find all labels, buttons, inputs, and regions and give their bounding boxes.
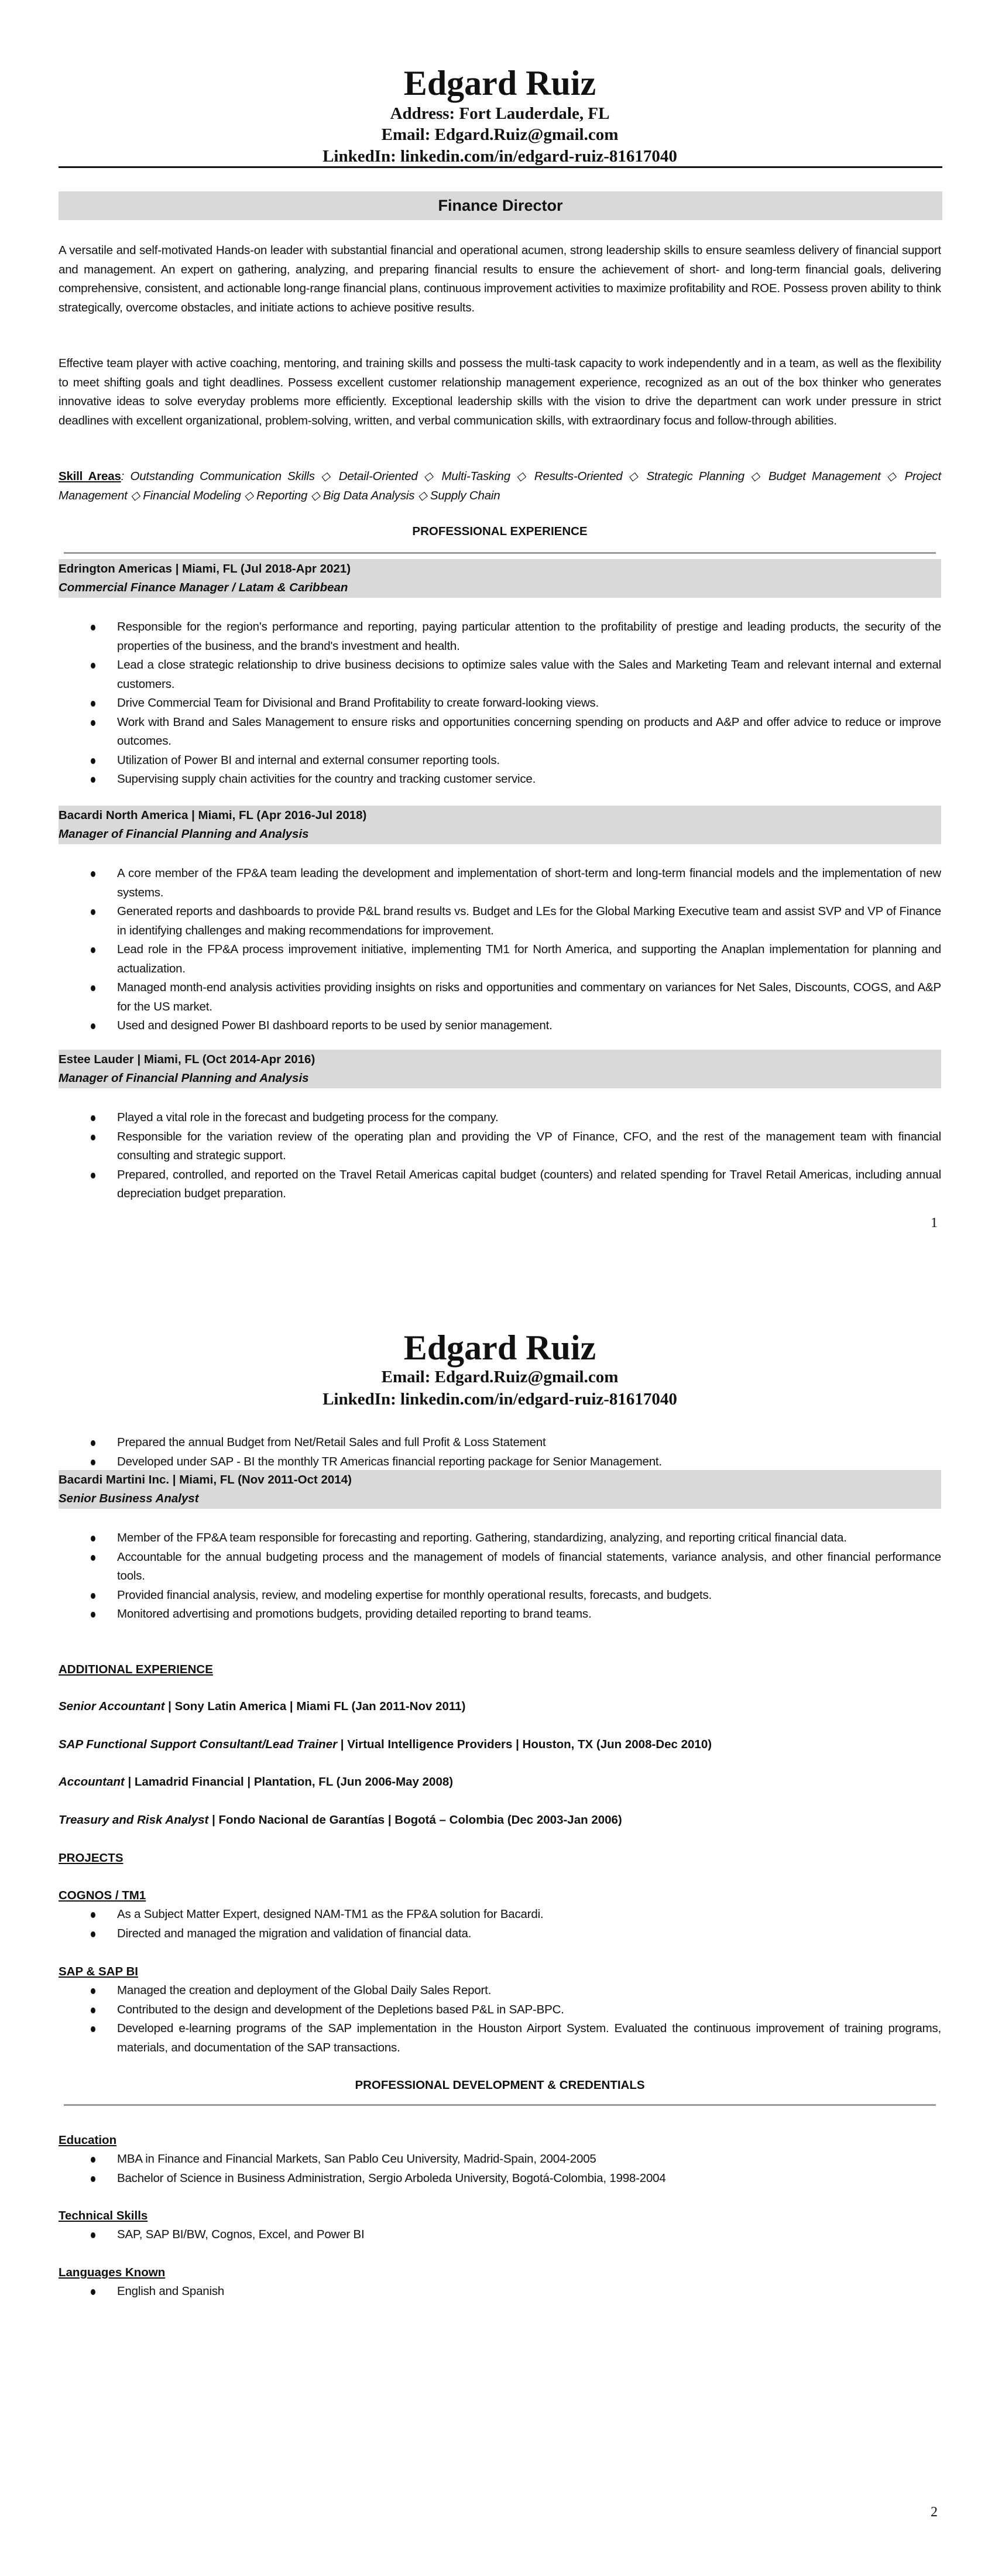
additional-role: SAP Functional Support Consultant/Lead Trainer — [59, 1738, 338, 1751]
bullet-item — [59, 978, 941, 1016]
credential-heading: Education — [59, 2133, 117, 2147]
additional-experience-item — [59, 1735, 941, 1754]
bullet-icon — [91, 2232, 95, 2238]
bullet-item — [59, 2150, 941, 2169]
skill-areas: Skill Areas: Outstanding Communication Skills ◇ Detail-Oriented ◇ Multi-Tasking ◇ Results-Oriented ◇ Strategic Planning ◇ Budget Management ◇ Project Management ◇ Financial Modeling ◇ Reporting ◇ Big Data Analysis ◇ Supply Chain — [59, 470, 941, 502]
bullet-icon — [91, 663, 95, 669]
bullet-text: Managed the creation and deployment of the Global Daily Sales Report. — [117, 1984, 492, 1997]
bullet-icon — [91, 1555, 95, 1561]
email-page2: Email: Edgard.Ruiz@gmail.com — [381, 1368, 619, 1386]
education-section — [59, 2131, 941, 2188]
summary-paragraph-1: A versatile and self-motivated Hands-on leader with substantial financial and operational acumen, strong leadership skills to ensure seamless delivery of financial support and management. An expert on gathering, analyzing, and preparing financial results to ensure the achievement of short- and long-term financial goals, delivering comprehensive, consistent, and actionable long-range financial plans, continuous improvement activities to maximize profitability and ROE. Possess proven ability to think strategically, overcome obstacles, and initiate actions to achieve positive results. — [59, 244, 941, 314]
additional-role: Accountant — [59, 1775, 125, 1789]
bullet-item — [59, 770, 941, 789]
job-header — [59, 1470, 941, 1509]
bullet-icon — [91, 1440, 95, 1446]
bullet-text: Developed under SAP - BI the monthly TR Americas financial reporting package for Senior Management. — [117, 1454, 662, 1468]
bullet-item — [59, 1529, 941, 1548]
bullet-icon — [91, 947, 95, 953]
additional-details: | Sony Latin America | Miami FL (Jan 2011-Nov 2011) — [164, 1700, 466, 1713]
credential-bullets — [59, 2150, 941, 2188]
job-bullets — [59, 1529, 941, 1624]
job-entry — [59, 1470, 941, 1624]
bullet-text: Generated reports and dashboards to provide P&L brand results vs. Budget and LEs for the Global Marking Executive team and assist SVP and VP of Finance in identifying challenges and making recommendations for improvement. — [117, 905, 941, 937]
bullet-text: Drive Commercial Team for Divisional and Brand Profitability to create forward-looking views. — [117, 696, 599, 710]
bullet-icon — [91, 1536, 95, 1542]
bullet-item — [59, 2282, 941, 2301]
section-divider — [64, 552, 936, 554]
additional-role: Treasury and Risk Analyst — [59, 1813, 209, 1827]
technical-skills-section — [59, 2207, 941, 2245]
section-title-credentials: PROFESSIONAL DEVELOPMENT & CREDENTIALS — [355, 2078, 645, 2092]
bullet-item — [59, 1924, 941, 1944]
bullet-text: Responsible for the variation review of the operating plan and providing the VP of Finance, CFO, and the rest of the management team with financial consulting and strategic support. — [117, 1129, 941, 1162]
bullet-icon — [91, 909, 95, 915]
bullet-text: A core member of the FP&A team leading the development and implementation of short-term and long-term financial models and the implementation of new systems. — [117, 866, 941, 899]
bullet-item — [59, 1433, 941, 1453]
bullet-icon — [91, 1115, 95, 1121]
bullet-text: Accountable for the annual budgeting process and the management of models of financial statements, variance analysis, and other financial performance tools. — [117, 1550, 941, 1582]
bullet-icon — [91, 701, 95, 707]
page-number: 1 — [931, 1215, 938, 1231]
separator-diamond-icon: ◇ — [423, 470, 436, 483]
skill-item: Strategic Planning — [646, 470, 745, 483]
bullet-icon — [91, 871, 95, 877]
project-group — [59, 1962, 941, 2057]
additional-experience-item — [59, 1811, 941, 1830]
additional-details: | Lamadrid Financial | Plantation, FL (Jun 2006-May 2008) — [124, 1775, 454, 1789]
bullet-item — [59, 2019, 941, 2057]
skill-item: Supply Chain — [430, 488, 500, 502]
bullet-text: Supervising supply chain activities for the country and tracking customer service. — [117, 772, 536, 786]
bullet-item — [59, 618, 941, 656]
bullet-icon — [91, 1931, 95, 1937]
credential-heading: Languages Known — [59, 2266, 166, 2279]
bullet-item — [59, 1586, 941, 1605]
job-company: Estee Lauder | Miami, FL (Oct 2014-Apr 2016) — [59, 1053, 315, 1066]
bullet-icon — [91, 720, 95, 726]
bullet-icon — [91, 777, 95, 783]
bullet-item — [59, 902, 941, 940]
page-number: 2 — [931, 2505, 938, 2520]
skill-item: Project Management — [59, 470, 941, 502]
bullet-text: Used and designed Power BI dashboard reports to be used by senior management. — [117, 1019, 553, 1032]
bullet-text: Utilization of Power BI and internal and external consumer reporting tools. — [117, 753, 500, 767]
skill-item: Results-Oriented — [534, 470, 623, 483]
job-entry — [59, 1050, 941, 1204]
additional-details: | Fondo Nacional de Garantías | Bogotá – Colombia (Dec 2003-Jan 2006) — [208, 1813, 622, 1827]
separator-diamond-icon: ◇ — [244, 488, 253, 502]
bullet-text: Member of the FP&A team responsible for forecasting and reporting. Gathering, standardizing, analyzing, and reporting critical financial data. — [117, 1531, 847, 1544]
bullet-text: Prepared the annual Budget from Net/Retail Sales and full Profit & Loss Statement — [117, 1436, 546, 1449]
project-bullets — [59, 1905, 941, 1943]
section-title-additional: ADDITIONAL EXPERIENCE — [59, 1663, 213, 1676]
bullet-icon — [91, 1173, 95, 1179]
section-title-projects: PROJECTS — [59, 1851, 123, 1865]
skill-item: Financial Modeling — [143, 488, 241, 502]
bullet-item — [59, 940, 941, 978]
bullet-icon — [91, 1023, 95, 1029]
job-header — [59, 1050, 941, 1088]
bullet-icon — [91, 1988, 95, 1994]
job-role: Senior Business Analyst — [59, 1492, 199, 1505]
section-title-experience: PROFESSIONAL EXPERIENCE — [412, 525, 588, 538]
summary-paragraph-2: Effective team player with active coaching, mentoring, and training skills and possess the multi-task capacity to work independently and in a team, as well as the flexibility to meet shifting goals and tight deadlines. Possess excellent customer relationship management experience, recognized as an out of the box thinker who generates innovative ideas to solve everyday problems more efficiently. Exceptional leadership skills with the vision to drive the department can work under pressure in strict deadlines with excellent organizational, problem-solving, written, and verbal communication skills, with extraordinary focus and follow-through abilities. — [59, 357, 941, 427]
bullet-item — [59, 1166, 941, 1204]
bullet-item — [59, 694, 941, 713]
bullet-item — [59, 1981, 941, 2000]
bullet-text: Played a vital role in the forecast and budgeting process for the company. — [117, 1111, 499, 1124]
bullet-item — [59, 1108, 941, 1128]
linkedin-page2: LinkedIn: linkedin.com/in/edgard-ruiz-81617040 — [322, 1390, 677, 1409]
candidate-name: Edgard Ruiz — [403, 64, 596, 102]
bullet-text: MBA in Finance and Financial Markets, San Pablo Ceu University, Madrid-Spain, 2004-2005 — [117, 2152, 596, 2166]
linkedin: LinkedIn: linkedin.com/in/edgard-ruiz-81617040 — [322, 147, 677, 166]
bullet-item — [59, 864, 941, 902]
bullet-text: Monitored advertising and promotions budgets, providing detailed reporting to brand teams. — [117, 1607, 592, 1621]
skill-item: Reporting — [256, 488, 308, 502]
bullet-item — [59, 1016, 941, 1036]
bullet-icon — [91, 2157, 95, 2163]
additional-role: Senior Accountant — [59, 1700, 165, 1713]
job-header — [59, 559, 941, 598]
bullet-text: Lead a close strategic relationship to drive business decisions to optimize sales value with the Sales and Marketing Team and relevant internal and external customers. — [117, 658, 941, 691]
bullet-item — [59, 1453, 941, 1472]
bullet-item — [59, 1128, 941, 1166]
skill-item: Detail-Oriented — [338, 470, 418, 483]
bullet-text: Provided financial analysis, review, and modeling expertise for monthly operational results, forecasts, and budgets. — [117, 1588, 712, 1602]
bullet-icon — [91, 1593, 95, 1599]
bullet-text: As a Subject Matter Expert, designed NAM-TM1 as the FP&A solution for Bacardi. — [117, 1907, 544, 1921]
skill-areas-label: Skill Areas — [59, 470, 121, 483]
section-divider — [64, 2104, 936, 2106]
separator-diamond-icon: ◇ — [516, 470, 529, 483]
separator-diamond-icon: ◇ — [321, 470, 333, 483]
project-group — [59, 1886, 941, 1943]
job-role: Manager of Financial Planning and Analysis — [59, 827, 309, 841]
bullet-text: Prepared, controlled, and reported on the Travel Retail Americas capital budget (counters) and related spending for Travel Retail Americas, including annual depreciation budget preparation. — [117, 1167, 941, 1200]
candidate-name-page2: Edgard Ruiz — [403, 1328, 596, 1367]
bullet-text: SAP, SAP BI/BW, Cognos, Excel, and Power BI — [117, 2228, 365, 2241]
job-role: Commercial Finance Manager / Latam & Caribbean — [59, 581, 348, 594]
job-entry — [59, 806, 941, 1036]
bullet-icon — [91, 2289, 95, 2295]
job-bullets — [59, 1108, 941, 1204]
bullet-text: Bachelor of Science in Business Administration, Sergio Arboleda University, Bogotá-Colombia, 1998-2004 — [117, 2171, 666, 2185]
separator-diamond-icon: ◇ — [886, 470, 899, 483]
bullet-item — [59, 1905, 941, 1924]
bullet-item — [59, 1605, 941, 1624]
separator-diamond-icon: ◇ — [417, 488, 427, 502]
additional-experience-item — [59, 1773, 941, 1791]
job-company: Bacardi Martini Inc. | Miami, FL (Nov 2011-Oct 2014) — [59, 1473, 352, 1486]
bullet-text: English and Spanish — [117, 2284, 225, 2298]
bullet-icon — [91, 625, 95, 631]
job-bullets — [59, 618, 941, 789]
bullet-text: Managed month-end analysis activities providing insights on risks and opportunities and commentary on variances for Net Sales, Discounts, COGS, and A&P for the US market. — [117, 981, 941, 1013]
bullet-text: Responsible for the region's performance and reporting, paying particular attention to the profitability of prestige and leading products, the security of the properties of the business, and the brand's investment and health. — [117, 620, 941, 653]
bullet-text: Developed e-learning programs of the SAP implementation in the Houston Airport System. Evaluated the continuous improvement of training programs, materials, and documentation of the SAP transactions. — [117, 2022, 941, 2054]
skill-item: Budget Management — [768, 470, 881, 483]
skill-item: Big Data Analysis — [322, 488, 415, 502]
bullet-item — [59, 1548, 941, 1586]
estee-continued-bullets — [59, 1433, 941, 1471]
bullet-item — [59, 713, 941, 751]
bullet-icon — [91, 1612, 95, 1618]
header-divider — [59, 166, 942, 168]
skill-item: Outstanding Communication Skills — [130, 470, 315, 483]
bullet-item — [59, 2000, 941, 2020]
bullet-icon — [91, 758, 95, 764]
job-header — [59, 806, 941, 844]
bullet-text: Lead role in the FP&A process improvement initiative, implementing TM1 for North America, and supporting the Anaplan implementation for planning and actualization. — [117, 943, 941, 975]
bullet-text: Work with Brand and Sales Management to ensure risks and opportunities concerning spending on products and A&P and offer advice to reduce or improve outcomes. — [117, 715, 941, 748]
bullet-icon — [91, 1912, 95, 1918]
bullet-icon — [91, 985, 95, 991]
bullet-icon — [91, 1135, 95, 1140]
bullet-icon — [91, 2026, 95, 2032]
credential-bullets — [59, 2282, 941, 2301]
email: Email: Edgard.Ruiz@gmail.com — [381, 125, 619, 144]
address: Address: Fort Lauderdale, FL — [390, 104, 610, 123]
additional-experience-item — [59, 1697, 941, 1716]
additional-details: | Virtual Intelligence Providers | Houston, TX (Jun 2008-Dec 2010) — [337, 1738, 712, 1751]
job-bullets — [59, 864, 941, 1036]
bullet-item — [59, 751, 941, 770]
skill-item: Multi-Tasking — [441, 470, 510, 483]
separator-diamond-icon: ◇ — [628, 470, 641, 483]
bullet-item — [59, 2169, 941, 2188]
bullet-text: Directed and managed the migration and validation of financial data. — [117, 1926, 472, 1940]
project-name: SAP & SAP BI — [59, 1965, 138, 1978]
job-title-banner: Finance Director — [59, 191, 942, 220]
bullet-text: Contributed to the design and development of the Depletions based P&L in SAP-BPC. — [117, 2002, 564, 2016]
project-name: COGNOS / TM1 — [59, 1889, 146, 1902]
job-company: Bacardi North America | Miami, FL (Apr 2016-Jul 2018) — [59, 809, 367, 822]
job-role: Manager of Financial Planning and Analysis — [59, 1071, 309, 1085]
bullet-icon — [91, 2176, 95, 2182]
bullet-item — [59, 656, 941, 694]
credential-heading: Technical Skills — [59, 2209, 148, 2222]
bullet-item — [59, 2225, 941, 2245]
bullet-icon — [91, 1460, 95, 1465]
separator-diamond-icon: ◇ — [131, 488, 140, 502]
job-entry — [59, 559, 941, 789]
bullet-icon — [91, 2008, 95, 2013]
separator-diamond-icon: ◇ — [750, 470, 763, 483]
credential-bullets — [59, 2225, 941, 2245]
separator-diamond-icon: ◇ — [310, 488, 320, 502]
job-company: Edrington Americas | Miami, FL (Jul 2018-Apr 2021) — [59, 562, 351, 576]
languages-section — [59, 2263, 941, 2301]
project-bullets — [59, 1981, 941, 2057]
